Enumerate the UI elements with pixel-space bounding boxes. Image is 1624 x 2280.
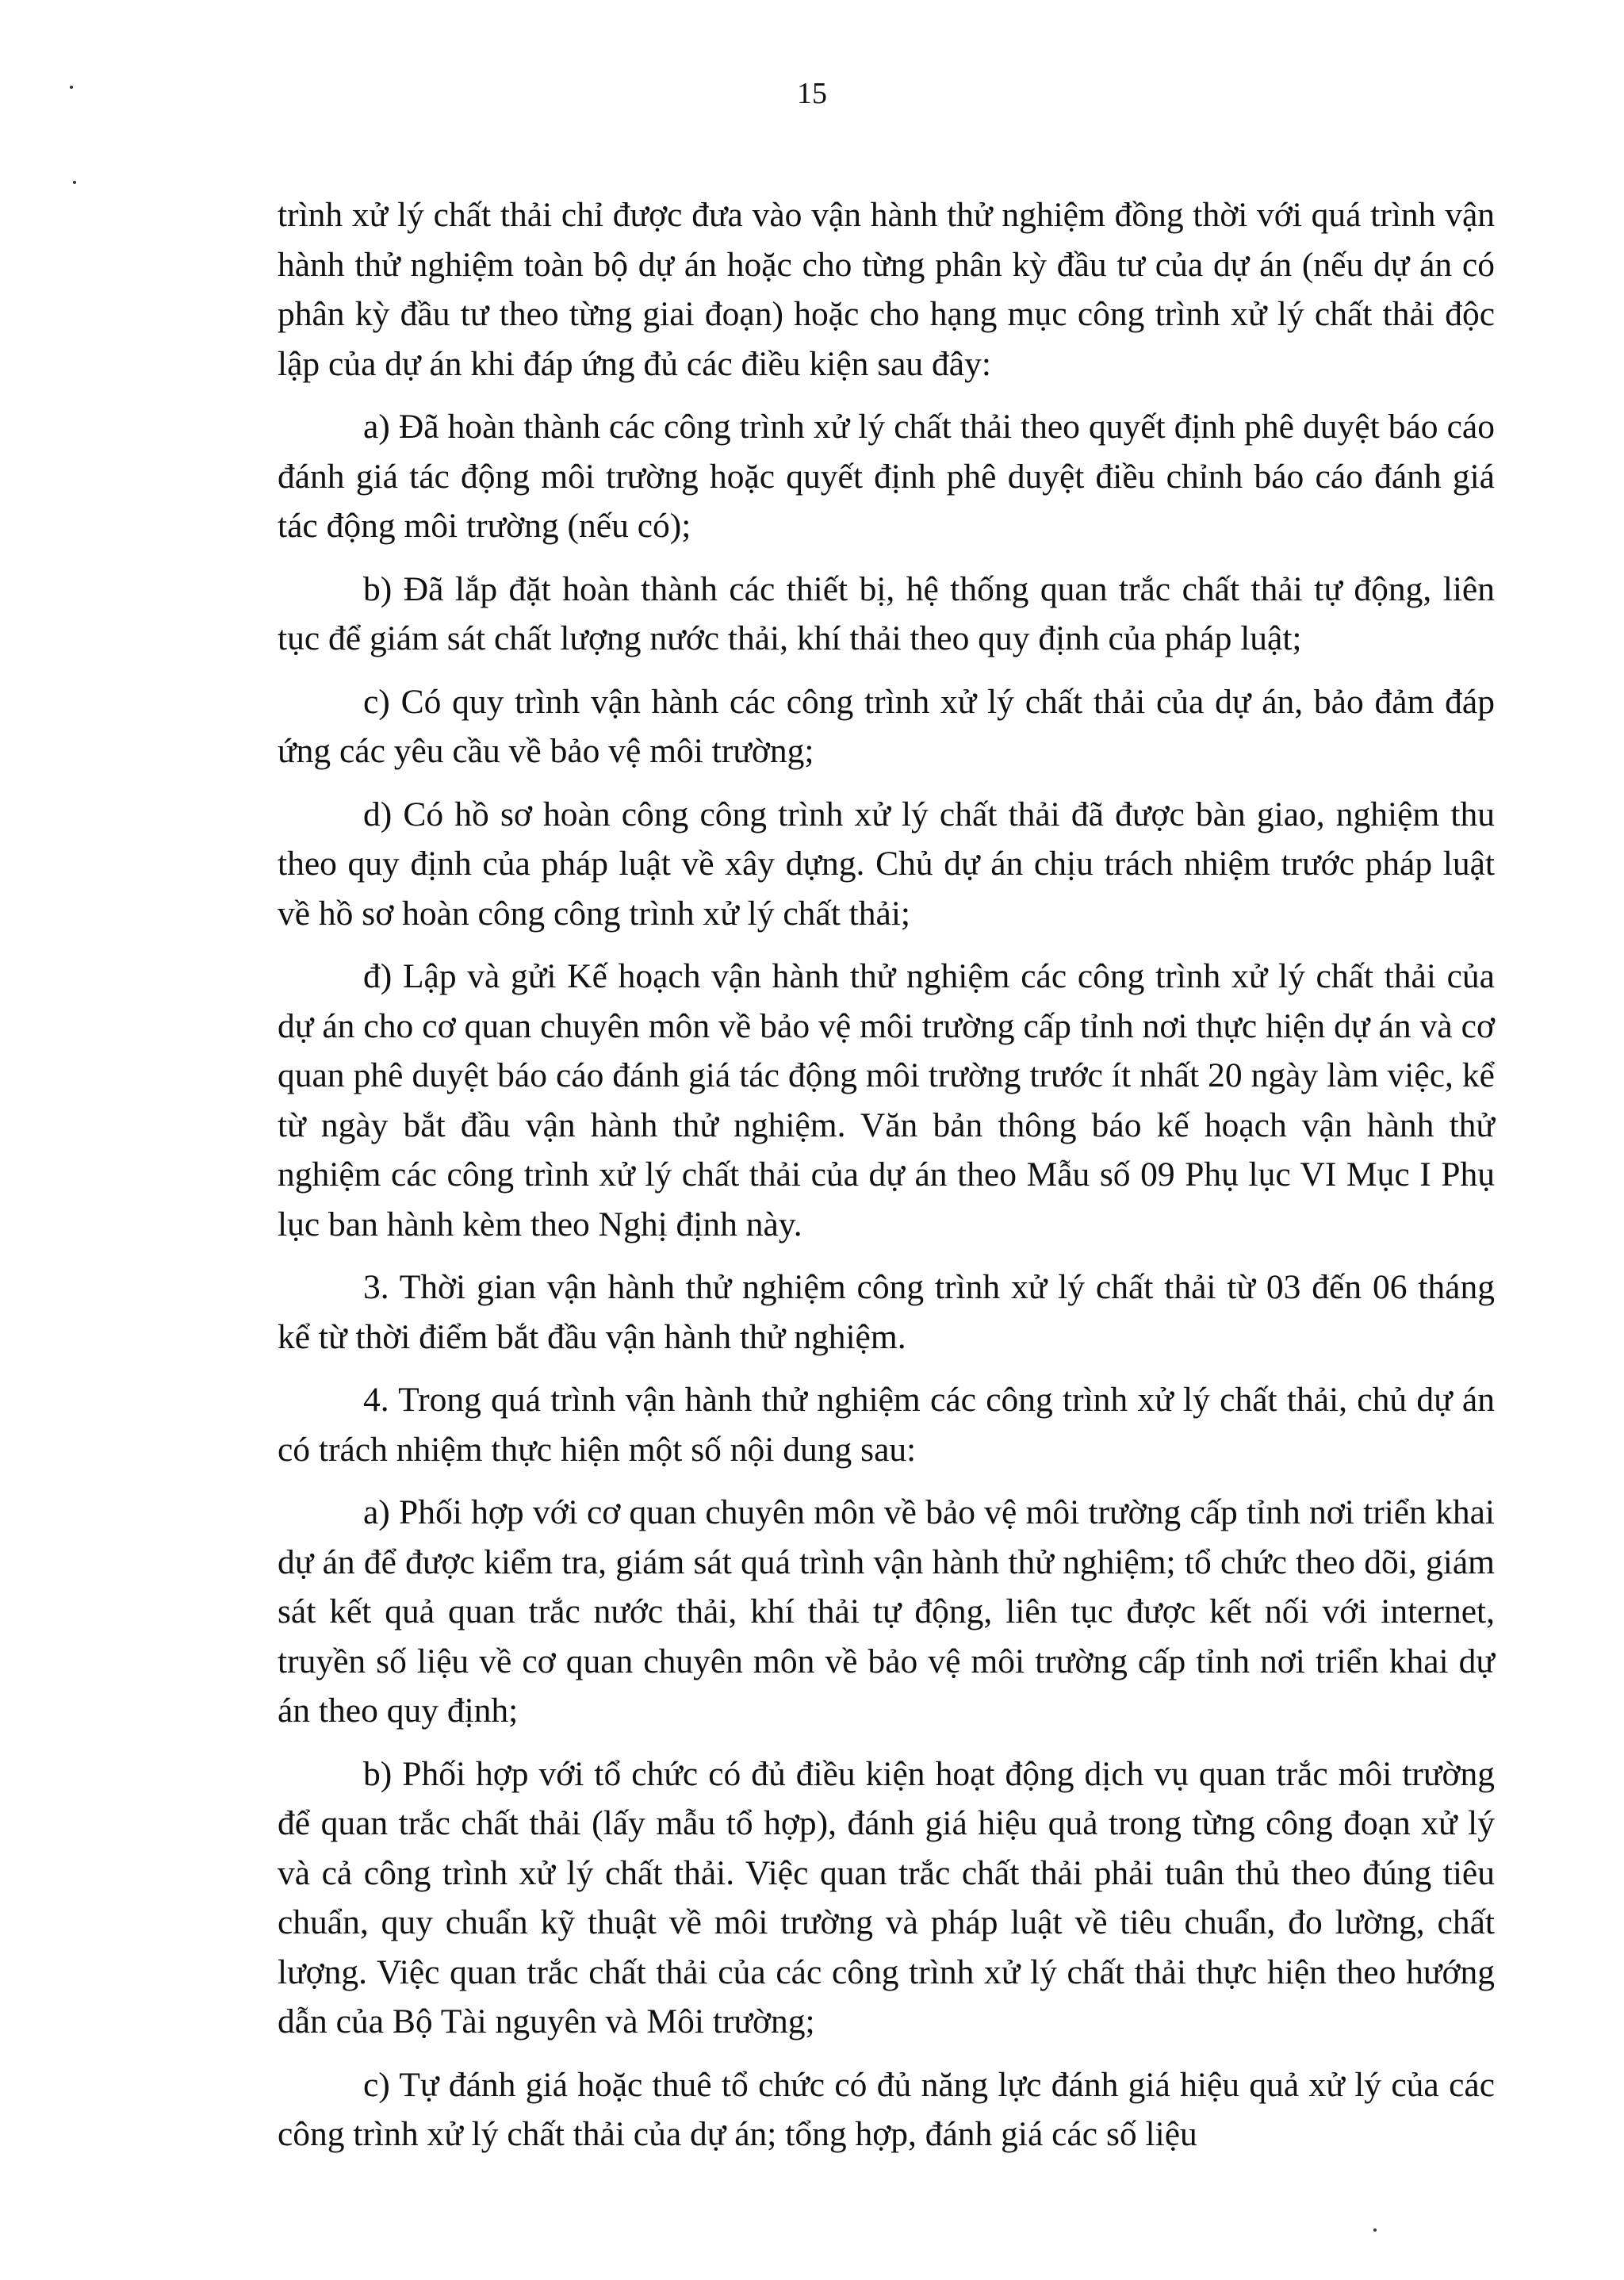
page-number: 15: [797, 77, 827, 110]
paragraph: c) Tự đánh giá hoặc thuê tổ chức có đủ năng lực đánh giá hiệu quả xử lý của các công trình xử lý chất thải của dự án; tổng hợp, đánh giá các số liệu: [278, 2065, 1495, 2153]
paragraph: 4. Trong quá trình vận hành thử nghiệm các công trình xử lý chất thải, chủ dự án có trách nhiệm thực hiện một số nội dung sau:: [278, 1381, 1495, 1469]
paragraph: b) Đã lắp đặt hoàn thành các thiết bị, hệ thống quan trắc chất thải tự động, liên tục để giám sát chất lượng nước thải, khí thải theo quy định của pháp luật;: [278, 569, 1495, 657]
paragraph: d) Có hồ sơ hoàn công công trình xử lý chất thải đã được bàn giao, nghiệm thu theo quy định của pháp luật về xây dựng. Chủ dự án chịu trách nhiệm trước pháp luật về hồ sơ hoàn công công trình xử lý chất thải;: [278, 795, 1495, 933]
paragraph: trình xử lý chất thải chỉ được đưa vào vận hành thử nghiệm đồng thời với quá trình vận hành thử nghiệm toàn bộ dự án hoặc cho từng phân kỳ đầu tư của dự án (nếu dự án có phân kỳ đầu tư theo từng giai đoạn) hoặc cho hạng mục công trình xử lý chất thải độc lập của dự án khi đáp ứng đủ các điều kiện sau đây:: [278, 196, 1495, 383]
paragraph: đ) Lập và gửi Kế hoạch vận hành thử nghiệm các công trình xử lý chất thải của dự án cho cơ quan chuyên môn về bảo vệ môi trường cấp tỉnh nơi thực hiện dự án và cơ quan phê duyệt báo cáo đánh giá tác động môi trường trước ít nhất 20 ngày làm việc, kể từ ngày bắt đầu vận hành thử nghiệm. Văn bản thông báo kế hoạch vận hành thử nghiệm các công trình xử lý chất thải của dự án theo Mẫu số 09 Phụ lục VI Mục I Phụ lục ban hành kèm theo Nghị định này.: [278, 957, 1495, 1243]
scan-speck: [1373, 2228, 1377, 2232]
scan-speck: [73, 181, 76, 184]
scan-speck: [70, 86, 73, 89]
document-body: [278, 190, 1495, 2173]
paragraph: b) Phối hợp với tổ chức có đủ điều kiện hoạt động dịch vụ quan trắc môi trường để quan trắc chất thải (lấy mẫu tổ hợp), đánh giá hiệu quả trong từng công đoạn xử lý và cả công trình xử lý chất thải. Việc quan trắc chất thải phải tuân thủ theo đúng tiêu chuẩn, quy chuẩn kỹ thuật về môi trường và pháp luật về tiêu chuẩn, đo lường, chất lượng. Việc quan trắc chất thải của các công trình xử lý chất thải thực hiện theo hướng dẫn của Bộ Tài nguyên và Môi trường;: [278, 1754, 1495, 2041]
paragraph: 3. Thời gian vận hành thử nghiệm công trình xử lý chất thải từ 03 đến 06 tháng kể từ thời điểm bắt đầu vận hành thử nghiệm.: [278, 1268, 1495, 1356]
paragraph: c) Có quy trình vận hành các công trình xử lý chất thải của dự án, bảo đảm đáp ứng các yêu cầu về bảo vệ môi trường;: [278, 682, 1495, 770]
paragraph: a) Đã hoàn thành các công trình xử lý chất thải theo quyết định phê duyệt báo cáo đánh giá tác động môi trường hoặc quyết định phê duyệt điều chỉnh báo cáo đánh giá tác động môi trường (nếu có);: [278, 408, 1495, 545]
paragraph: a) Phối hợp với cơ quan chuyên môn về bảo vệ môi trường cấp tỉnh nơi triển khai dự án để được kiểm tra, giám sát quá trình vận hành thử nghiệm; tổ chức theo dõi, giám sát kết quả quan trắc nước thải, khí thải tự động, liên tục được kết nối với internet, truyền số liệu về cơ quan chuyên môn về bảo vệ môi trường cấp tỉnh nơi triển khai dự án theo quy định;: [278, 1493, 1495, 1730]
